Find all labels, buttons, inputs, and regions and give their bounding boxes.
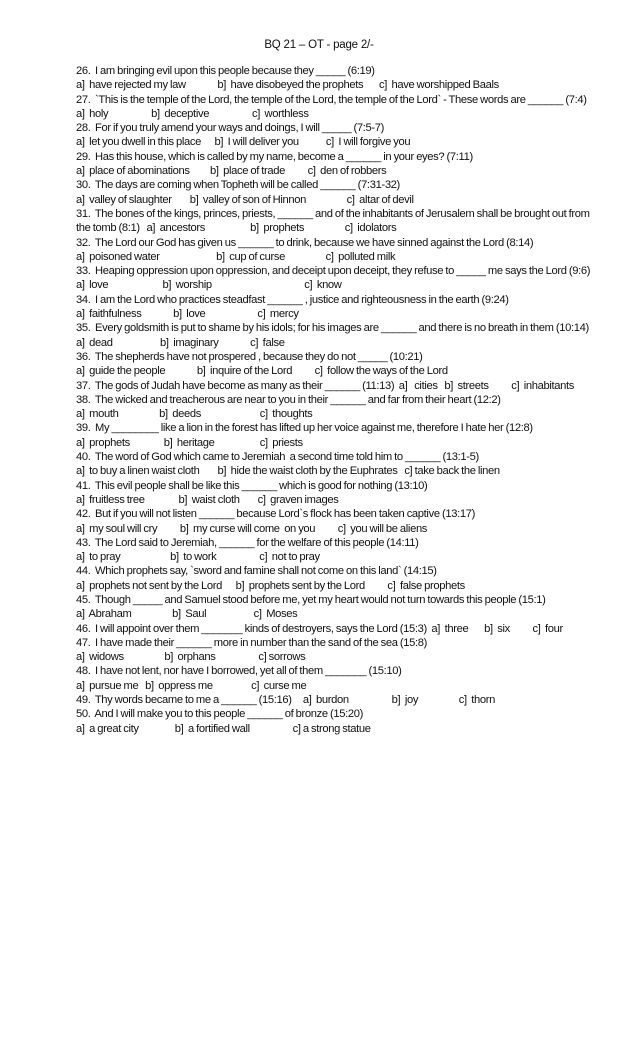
question-text: 30. The days are coming when Topheth will be called ______ (7:31-32) (76, 179, 400, 192)
answer-options: a] a great city b] a fortified wall c] a strong statue (76, 722, 371, 735)
answer-options: a] pursue me b] oppress me c] curse me (76, 679, 307, 692)
page-header: BQ 21 – OT - page 2/- (264, 39, 374, 51)
question-text: 46. I will appoint over them _______ kinds of destroyers, says the Lord (15:3) a] three b] six c] four (76, 622, 563, 635)
answer-options: a] love b] worship c] know (76, 279, 342, 292)
answer-options: a] prophets b] heritage c] priests (76, 436, 303, 449)
answer-options: a] valley of slaughter b] valley of son of Hinnon c] altar of devil (76, 193, 414, 206)
question-text: 44. Which prophets say, `sword and famine shall not come on this land` (14:15) (76, 565, 437, 578)
question-text: 27. `This is the temple of the Lord, the temple of the Lord, the temple of the Lord` - These words are ______ (7:4) (76, 93, 587, 106)
question-text: 42. But if you will not listen ______ because Lord`s flock has been taken captive (13:17) (76, 508, 475, 521)
question-text: 50. And I will make you to this people ______ of bronze (15:20) (76, 708, 364, 721)
answer-options: a] faithfulness b] love c] mercy (76, 308, 299, 321)
answer-options: a] poisoned water b] cup of curse c] polluted milk (76, 250, 396, 263)
question-text: 26. I am bringing evil upon this people because they _____ (6:19) (76, 65, 375, 77)
answer-options: a] prophets not sent by the Lord b] prophets sent by the Lord c] false prophets (76, 579, 465, 592)
answer-options: a] fruitless tree b] waist cloth c] graven images (76, 493, 339, 506)
question-text: 36. The shepherds have not prospered , because they do not _____ (10:21) (76, 350, 423, 363)
answer-options: a] place of abominations b] place of trade c] den of robbers (76, 165, 387, 178)
answer-options: a] to buy a linen waist cloth b] hide the waist cloth by the Euphrates c] take back the linen (76, 465, 500, 478)
answer-options: a] Abraham b] Saul c] Moses (76, 608, 298, 621)
answer-options: a] to pray b] to work c] not to pray (76, 551, 320, 564)
question-text-continued: the tomb (8:1) a] ancestors b] prophets c] idolators (76, 222, 397, 235)
question-text: 38. The wicked and treacherous are near to you in their ______ and far from their heart (12:2) (76, 393, 501, 406)
answer-options: a] have rejected my law b] have disobeyed the prophets c] have worshipped Baals (76, 79, 499, 92)
question-text: 35. Every goldsmith is put to shame by his idols; for his images are ______ and there is no breath in them (10:14) (76, 322, 589, 335)
question-text: 28. For if you truly amend your ways and doings, I will _____ (7:5-7) (76, 122, 385, 135)
question-text: 40. The word of God which came to Jeremiah a second time told him to ______ (13:1-5) (76, 451, 479, 464)
question-text: 34. I am the Lord who practices steadfast ______ , justice and righteousness in the earth (9:24) (76, 293, 509, 306)
question-text: 49. Thy words became to me a ______ (15:16) a] burdon b] joy c] thorn (76, 694, 495, 707)
question-text: 43. The Lord said to Jeremiah, ______ for the welfare of this people (14:11) (76, 536, 419, 549)
question-text: 31. The bones of the kings, princes, priests, ______ and of the inhabitants of Jerusalem shall be brought out from (76, 207, 590, 220)
answer-options: a] mouth b] deeds c] thoughts (76, 408, 313, 421)
answer-options: a] widows b] orphans c] sorrows (76, 651, 306, 664)
question-text: 37. The gods of Judah have become as many as their ______ (11:13) a] cities b] streets c] inhabitants (76, 379, 574, 392)
question-text: 45. Though _____ and Samuel stood before me, yet my heart would not turn towards this people (15:1) (76, 593, 546, 606)
question-text: 47. I have made their ______ more in number than the sand of the sea (15:8) (76, 636, 427, 649)
question-text: 39. My ________ like a lion in the forest has lifted up her voice against me, therefore I hate her (12:8) (76, 422, 533, 435)
answer-options: a] guide the people b] inquire of the Lord c] follow the ways of the Lord (76, 365, 448, 378)
answer-options: a] let you dwell in this place b] I will deliver you c] I will forgive you (76, 136, 411, 149)
question-text: 29. Has this house, which is called by my name, become a ______ in your eyes? (7:11) (76, 150, 473, 163)
question-list (76, 64, 596, 736)
question-text: 41. This evil people shall be like this ______ which is good for nothing (13:10) (76, 479, 428, 492)
question-text: 32. The Lord our God has given us ______ to drink, because we have sinned against the Lord (8:14) (76, 236, 534, 249)
answer-options: a] dead b] imaginary c] false (76, 336, 285, 349)
question-text: 33. Heaping oppression upon oppression, and deceipt upon deceipt, they refuse to _____ me says the Lord (9:6) (76, 265, 591, 278)
answer-options: a] holy b] deceptive c] worthless (76, 107, 309, 120)
question-text: 48. I have not lent, nor have I borrowed, yet all of them _______ (15:10) (76, 665, 402, 678)
answer-options: a] my soul will cry b] my curse will come on you c] you will be aliens (76, 522, 428, 535)
